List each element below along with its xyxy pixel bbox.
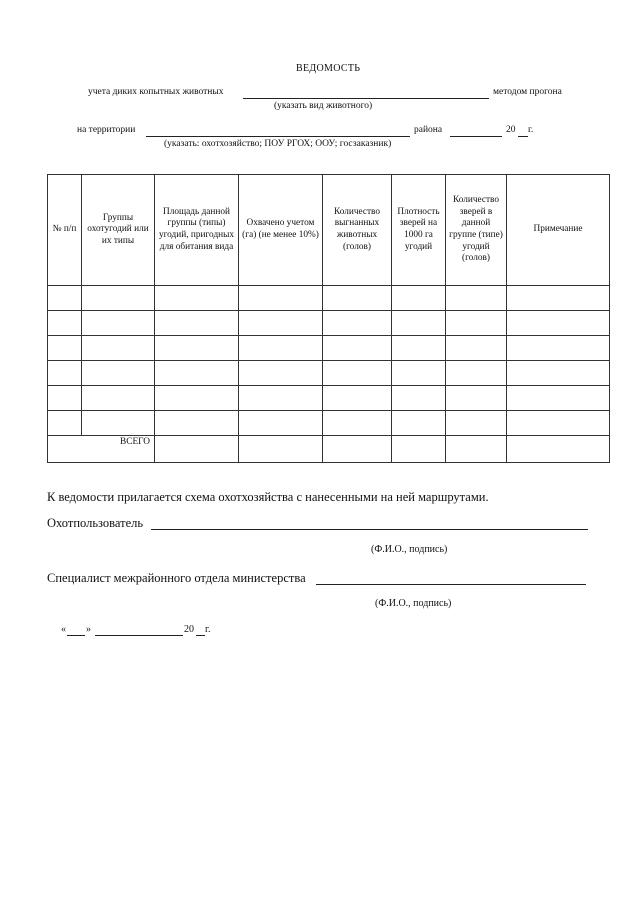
table-cell[interactable] xyxy=(323,386,392,411)
attachment-note: К ведомости прилагается схема охотхозяйства с нанесенными на ней маршрутами. xyxy=(47,490,489,504)
table-row xyxy=(48,411,610,436)
district-field[interactable] xyxy=(450,136,502,137)
table-cell[interactable] xyxy=(507,386,610,411)
table-cell[interactable] xyxy=(48,411,82,436)
table-cell[interactable] xyxy=(82,336,155,361)
year-prefix: 20 xyxy=(506,125,516,135)
table-cell[interactable] xyxy=(392,386,446,411)
date-year-suffix: г. xyxy=(205,624,211,635)
table-cell[interactable] xyxy=(155,311,239,336)
table-cell[interactable] xyxy=(507,361,610,386)
table-cell[interactable] xyxy=(239,311,323,336)
district-label: района xyxy=(414,125,443,135)
table-cell[interactable] xyxy=(48,311,82,336)
table-cell[interactable] xyxy=(82,311,155,336)
table-cell[interactable] xyxy=(155,336,239,361)
total-cell[interactable] xyxy=(239,436,323,463)
table-cell[interactable] xyxy=(507,336,610,361)
table-cell[interactable] xyxy=(392,286,446,311)
total-cell[interactable] xyxy=(155,436,239,463)
table-row xyxy=(48,286,610,311)
table-cell[interactable] xyxy=(155,286,239,311)
date-open-quote: « xyxy=(61,624,66,635)
header-density: Плотность зверей на 1000 га угодий xyxy=(392,175,446,286)
table-cell[interactable] xyxy=(239,336,323,361)
table-row xyxy=(48,386,610,411)
table-cell[interactable] xyxy=(507,286,610,311)
date-month-field[interactable] xyxy=(95,635,183,636)
table-cell[interactable] xyxy=(48,286,82,311)
specialist-hint: (Ф.И.О., подпись) xyxy=(375,598,452,609)
table-cell[interactable] xyxy=(48,361,82,386)
table-header-row xyxy=(48,175,610,286)
table-row xyxy=(48,336,610,361)
table-cell[interactable] xyxy=(82,386,155,411)
table-cell[interactable] xyxy=(446,361,507,386)
line1-label: учета диких копытных животных xyxy=(88,87,224,97)
total-cell[interactable] xyxy=(507,436,610,463)
table-cell[interactable] xyxy=(155,411,239,436)
table-cell[interactable] xyxy=(446,286,507,311)
table-cell[interactable] xyxy=(323,361,392,386)
table-cell[interactable] xyxy=(446,311,507,336)
date-day-field[interactable] xyxy=(67,635,85,636)
table-cell[interactable] xyxy=(323,311,392,336)
total-cell[interactable] xyxy=(323,436,392,463)
table-cell[interactable] xyxy=(507,411,610,436)
header-area: Площадь данной группы (типы) угодий, пригодных для обитания вида xyxy=(155,175,239,286)
table-cell[interactable] xyxy=(446,336,507,361)
header-animal-count: Количество зверей в данной группе (типе) угодий (голов) xyxy=(446,175,507,286)
table-cell[interactable] xyxy=(239,386,323,411)
table-cell[interactable] xyxy=(446,411,507,436)
territory-label: на территории xyxy=(77,125,136,135)
animal-type-field[interactable] xyxy=(243,98,489,99)
table-cell[interactable] xyxy=(48,336,82,361)
table-row xyxy=(48,311,610,336)
year-field[interactable] xyxy=(518,136,528,137)
total-cell[interactable] xyxy=(446,436,507,463)
header-land-groups: Группы охотугодий или их типы xyxy=(82,175,155,286)
territory-field[interactable] xyxy=(146,136,410,137)
table-cell[interactable] xyxy=(392,411,446,436)
date-close-quote: » xyxy=(86,624,91,635)
table-total-row xyxy=(48,436,610,463)
animal-type-hint: (указать вид животного) xyxy=(274,101,373,111)
territory-hint: (указать: охотхозяйство; ПОУ РГОХ; ООУ; госзаказник) xyxy=(164,139,392,149)
table-cell[interactable] xyxy=(446,386,507,411)
header-covered: Охвачено учетом (га) (не менее 10%) xyxy=(239,175,323,286)
hunt-user-hint: (Ф.И.О., подпись) xyxy=(371,544,448,555)
specialist-label: Специалист межрайонного отдела министерства xyxy=(47,571,306,585)
date-year-field[interactable] xyxy=(196,635,205,636)
table-cell[interactable] xyxy=(392,336,446,361)
document-title: ВЕДОМОСТЬ xyxy=(296,63,361,74)
year-suffix: г. xyxy=(528,125,534,135)
total-label: ВСЕГО xyxy=(48,436,155,463)
header-number: № п/п xyxy=(48,175,82,286)
table-cell[interactable] xyxy=(507,311,610,336)
specialist-signature-field[interactable] xyxy=(316,584,586,585)
table-cell[interactable] xyxy=(323,286,392,311)
table-cell[interactable] xyxy=(239,286,323,311)
header-driven-count: Количество выгнанных животных (голов) xyxy=(323,175,392,286)
total-cell[interactable] xyxy=(392,436,446,463)
table-cell[interactable] xyxy=(392,311,446,336)
line1-method-label: методом прогона xyxy=(493,87,562,97)
table-cell[interactable] xyxy=(82,411,155,436)
accounting-table xyxy=(47,174,610,463)
table-cell[interactable] xyxy=(239,361,323,386)
table-row xyxy=(48,361,610,386)
table-cell[interactable] xyxy=(239,411,323,436)
table-cell[interactable] xyxy=(82,286,155,311)
hunt-user-label: Охотпользователь xyxy=(47,516,144,530)
table-cell[interactable] xyxy=(323,336,392,361)
date-year-prefix: 20 xyxy=(184,624,194,635)
table-cell[interactable] xyxy=(323,411,392,436)
table-cell[interactable] xyxy=(82,361,155,386)
table-cell[interactable] xyxy=(48,386,82,411)
hunt-user-signature-field[interactable] xyxy=(151,529,588,530)
table-cell[interactable] xyxy=(155,361,239,386)
header-note: Примечание xyxy=(507,175,610,286)
table-cell[interactable] xyxy=(155,386,239,411)
table-cell[interactable] xyxy=(392,361,446,386)
